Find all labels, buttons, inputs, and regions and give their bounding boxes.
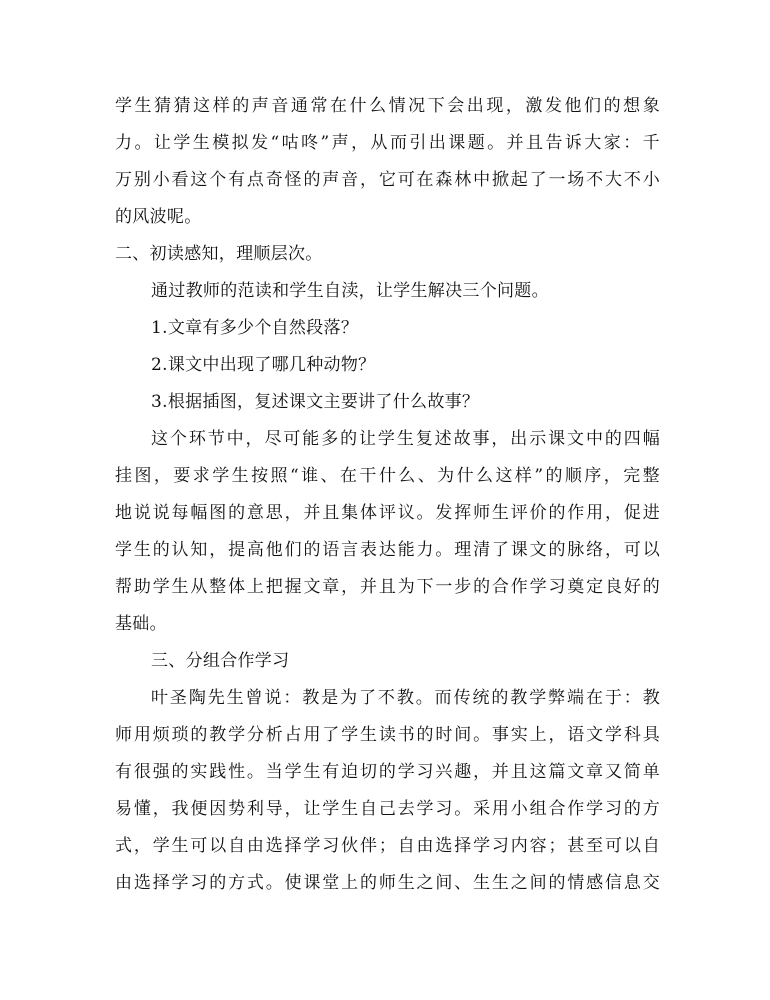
text-line: 叶圣陶先生曾说：教是为了不教。而传统的教学弊端在于：教 [151, 688, 660, 708]
text-line: 易懂，我便因势利导，让学生自己去学习。采用小组合作学习的方 [115, 799, 660, 819]
text-line: 三、分组合作学习 [151, 651, 290, 671]
text-line: 万别小看这个有点奇怪的声音，它可在森林中掀起了一场不大不小 [115, 170, 660, 190]
text-line: 师用烦琐的教学分析占用了学生读书的时间。事实上，语文学科具 [115, 725, 660, 745]
text-line: 由选择学习的方式。使课堂上的师生之间、生生之间的情感信息交 [115, 873, 660, 893]
text-line: 学生的认知，提高他们的语言表达能力。理清了课文的脉络，可以 [115, 540, 660, 560]
text-line: 挂图，要求学生按照“谁、在干什么、为什么这样”的顺序，完整 [115, 466, 660, 486]
text-line: 1.文章有多少个自然段落？ [151, 318, 359, 338]
document-page [115, 88, 660, 902]
text-line: 有很强的实践性。当学生有迫切的学习兴趣，并且这篇文章又简单 [115, 762, 660, 782]
text-line: 3.根据插图，复述课文主要讲了什么故事？ [151, 392, 480, 412]
text-line: 二、初读感知，理顺层次。 [115, 244, 323, 264]
text-line: 地说说每幅图的意思，并且集体评议。发挥师生评价的作用，促进 [115, 503, 660, 523]
text-line: 的风波呢。 [115, 207, 202, 227]
text-line: 力。让学生模拟发“咕咚”声，从而引出课题。并且告诉大家：千 [115, 133, 660, 153]
text-line: 式，学生可以自由选择学习伙伴；自由选择学习内容；甚至可以自 [115, 836, 660, 856]
text-line: 通过教师的范读和学生自渎，让学生解决三个问题。 [151, 281, 549, 301]
text-line: 基础。 [115, 614, 167, 634]
text-line: 2.课文中出现了哪几种动物？ [151, 355, 376, 375]
text-line: 这个环节中，尽可能多的让学生复述故事，出示课文中的四幅 [151, 429, 660, 449]
text-line: 帮助学生从整体上把握文章，并且为下一步的合作学习奠定良好的 [115, 577, 660, 597]
text-line: 学生猜猜这样的声音通常在什么情况下会出现，激发他们的想象 [115, 96, 660, 116]
